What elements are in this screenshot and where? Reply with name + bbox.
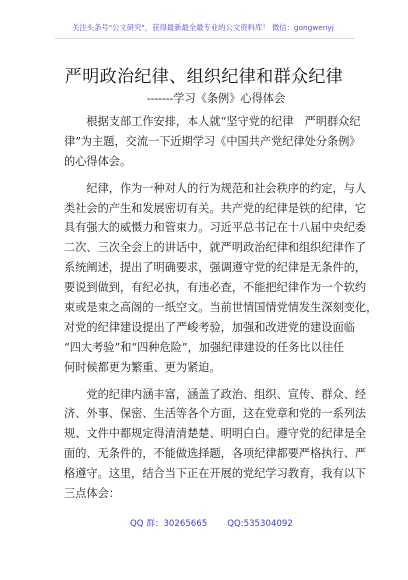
paragraph-line: 格遵守。这里，结合当下正在开展的党纪学习教育，我有以下 <box>64 467 367 481</box>
paragraph-line: 对党的纪律建设提出了严峻考验，加强和改进党的建设面临 <box>64 320 355 334</box>
paragraph-discipline <box>64 179 378 378</box>
paragraph-line: 束或是束之高阁的一纸空文。当前世情国情党情发生深刻变化， <box>64 301 378 315</box>
paragraph-line: 类社会的产生和发展密切有关。共产党的纪律是铁的纪律，它 <box>64 201 367 215</box>
promo-banner: 关注头条号"公文研究"，获得最新最全最专业的公文资料库！ 微信：gongwenyj <box>72 23 334 32</box>
qq-number: QQ:535304092 <box>227 519 293 529</box>
paragraph-line: 的心得体会。 <box>64 154 132 168</box>
paragraph-line: 要说到做到，有纪必执，有违必查，不能把纪律作为一个软约 <box>64 281 367 295</box>
paragraph-line: 何时候都更为繁重、更为紧迫。 <box>64 360 221 374</box>
paragraph-intro <box>64 112 361 172</box>
paragraph-line: 二次、三次全会上的讲话中，就严明政治纪律和组织纪律作了 <box>64 241 367 255</box>
paragraph-line: 根据支部工作安排，本人就“坚守党的纪律 严明群众纪 <box>64 115 361 128</box>
document-subtitle: -------学习《条例》心得体会 <box>146 92 286 105</box>
paragraph-line: 济、外事、保密、生活等各个方面，这在党章和党的一系列法 <box>64 407 367 421</box>
paragraph-line: 规、文件中都规定得清清楚楚、明明白白。遵守党的纪律是全 <box>64 427 367 441</box>
paragraph-line: 律”为主题，交流一下近期学习《中国共产党纪律处分条例》 <box>64 134 361 148</box>
qq-group-number: QQ 群：30265665 <box>130 519 208 529</box>
paragraph-line: 纪律，作为一种对人的行为规范和社会秩序的约定，与人 <box>64 181 367 195</box>
header-divider <box>55 38 355 39</box>
footer-contact <box>130 519 310 530</box>
document-title: 严明政治纪律、组织纪律和群众纪律 <box>64 67 344 87</box>
paragraph-line: 具有强大的威慑力和管束力。习近平总书记在十八届中央纪委 <box>64 221 367 235</box>
paragraph-line: 面的、无条件的，不能做选择题，各项纪律都要严格执行、严 <box>64 447 367 461</box>
paragraph-line: “四大考验”和“四种危险”，加强纪律建设的任务比以往任 <box>64 340 345 354</box>
paragraph-line: 系统阐述，提出了明确要求，强调遵守党的纪律是无条件的， <box>64 261 367 275</box>
document-body <box>64 112 378 504</box>
paragraph-scope <box>64 385 367 504</box>
paragraph-line: 党的纪律内涵丰富，涵盖了政治、组织、宣传、群众、经 <box>64 387 367 401</box>
paragraph-line: 三点体会： <box>64 487 120 501</box>
